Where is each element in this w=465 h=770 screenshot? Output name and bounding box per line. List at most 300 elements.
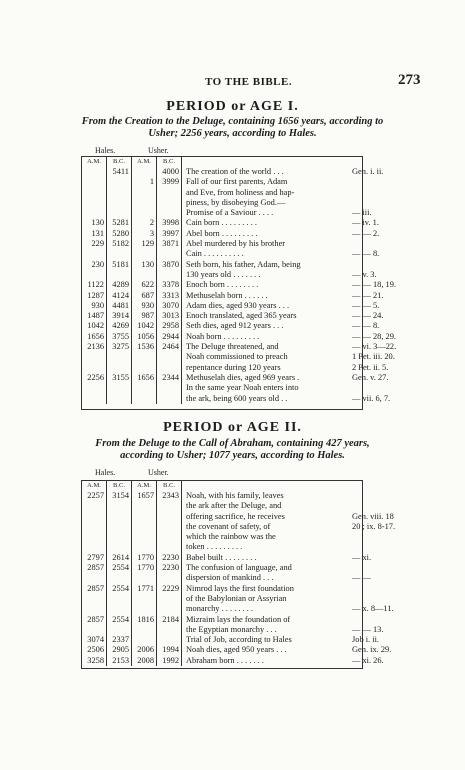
- event-cell: Cain . . . . . . . . . .: [186, 249, 244, 259]
- usher-bc-cell: [157, 542, 182, 552]
- usher-am-cell: [132, 188, 157, 198]
- usher-bc-cell: 2229: [157, 584, 182, 594]
- event-cell: Promise of a Saviour . . . .: [186, 208, 274, 218]
- event-cell: Mizraim lays the foundation of: [186, 614, 291, 624]
- hales-am-cell: 2857: [82, 563, 107, 573]
- table-row: [82, 553, 397, 563]
- usher-am-cell: [132, 573, 157, 583]
- event-cell: piness, by disobeying God.—: [186, 197, 286, 207]
- event-cell: Nimrod lays the first foundation: [186, 583, 294, 593]
- hales-am-cell: 2857: [82, 584, 107, 594]
- reference-cell: 1 Pet. iii. 20.: [352, 352, 395, 362]
- reference-cell: [346, 584, 397, 594]
- usher-bc-cell: [157, 573, 182, 583]
- table-row: [82, 260, 398, 270]
- usher-am-cell: [132, 522, 157, 532]
- usher-am-cell: 987: [132, 311, 157, 321]
- table-row: [82, 291, 398, 301]
- reference-cell: — — 5.: [352, 300, 380, 310]
- hales-bc-cell: [107, 177, 132, 187]
- usher-bc-cell: [157, 270, 182, 280]
- period-1-heading: [0, 99, 465, 140]
- event-cell: Seth born, his father, Adam, being: [186, 259, 301, 269]
- usher-am-cell: 1770: [132, 553, 157, 563]
- usher-am-cell: [132, 604, 157, 614]
- reference-cell: — iii.: [352, 208, 372, 218]
- reference-cell: [346, 532, 397, 542]
- usher-am-cell: [132, 625, 157, 635]
- usher-am-cell: [132, 394, 157, 404]
- reference-cell: Gen. ix. 29.: [352, 645, 392, 655]
- hales-am-cell: 1487: [82, 311, 107, 321]
- table-row: [82, 167, 398, 177]
- usher-am-cell: 1657: [132, 491, 157, 501]
- hales-bc-cell: 4289: [107, 280, 132, 290]
- hales-bc-cell: [107, 188, 132, 198]
- table-row: [82, 342, 398, 352]
- event-cell: Fall of our first parents, Adam: [186, 177, 288, 187]
- usher-bc-cell: 2184: [157, 615, 182, 625]
- hales-am-cell: 131: [82, 229, 107, 239]
- period-1-subtitle-1: From the Creation to the Deluge, containing 1656 years, according to: [81, 116, 384, 127]
- table-row: [82, 198, 398, 208]
- hales-am-cell: [82, 198, 107, 208]
- usher-am-cell: 1816: [132, 615, 157, 625]
- table-row: [82, 218, 398, 228]
- usher-am-cell: [132, 167, 157, 177]
- period-1-title: PERIOD or AGE I.: [166, 99, 299, 114]
- table-row: [82, 573, 397, 583]
- hales-am-cell: [82, 604, 107, 614]
- table-row: [82, 615, 397, 625]
- event-cell: Babel built . . . . . . . .: [186, 552, 257, 562]
- usher-bc-cell: [157, 249, 182, 259]
- event-cell: which the rainbow was the: [186, 532, 276, 542]
- usher-bc-cell: 2958: [157, 321, 182, 331]
- table-row: [82, 512, 397, 522]
- usher-am-cell: [132, 532, 157, 542]
- usher-bc-cell: 4000: [157, 167, 182, 177]
- table-row: [82, 584, 397, 594]
- usher-bc-cell: 3313: [157, 291, 182, 301]
- hales-bc-cell: [107, 352, 132, 362]
- hales-bc-cell: [107, 542, 132, 552]
- hales-bc-cell: 5281: [107, 218, 132, 228]
- event-cell: Cain born . . . . . . . . .: [186, 218, 257, 228]
- hales-am-cell: [82, 512, 107, 522]
- usher-am-cell: 1770: [132, 563, 157, 573]
- usher-am-cell: [132, 198, 157, 208]
- usher-am-cell: [132, 270, 157, 280]
- reference-cell: — xi.: [352, 552, 372, 562]
- header-bc: B.C.: [107, 481, 132, 491]
- hales-am-cell: 3258: [82, 656, 107, 666]
- usher-am-cell: 1: [132, 177, 157, 187]
- hales-am-cell: 230: [82, 260, 107, 270]
- hales-am-cell: 2136: [82, 342, 107, 352]
- hales-am-cell: 2257: [82, 491, 107, 501]
- usher-bc-cell: 3871: [157, 239, 182, 249]
- hales-am-cell: [82, 532, 107, 542]
- hales-am-cell: [82, 594, 107, 604]
- reference-cell: 2 Pet. ii. 5.: [352, 362, 389, 372]
- hales-bc-cell: 5182: [107, 239, 132, 249]
- period-2-heading: [0, 420, 465, 462]
- table-row: [82, 249, 398, 259]
- hales-bc-cell: [107, 625, 132, 635]
- usher-am-cell: [132, 512, 157, 522]
- table-header-row: [82, 157, 398, 167]
- hales-bc-cell: [107, 394, 132, 404]
- usher-bc-cell: [157, 363, 182, 373]
- reference-cell: [346, 542, 397, 552]
- hales-am-cell: [82, 177, 107, 187]
- table-row: [82, 625, 397, 635]
- event-cell: offering sacrifice, he receives: [186, 511, 285, 521]
- event-cell: Abel murdered by his brother: [186, 239, 286, 249]
- table-row: [82, 301, 398, 311]
- usher-am-cell: 622: [132, 280, 157, 290]
- reference-cell: [346, 594, 397, 604]
- header-bc: B.C.: [157, 157, 182, 167]
- table-row: [82, 311, 398, 321]
- hales-am-cell: [82, 270, 107, 280]
- event-cell: Methuselah dies, aged 969 years .: [186, 372, 300, 382]
- reference-cell: — xi. 26.: [352, 655, 384, 665]
- usher-am-cell: 130: [132, 260, 157, 270]
- hales-bc-cell: 2337: [107, 635, 132, 645]
- reference-cell: — — 8.: [352, 249, 380, 259]
- event-cell: Adam dies, aged 930 years . . .: [186, 300, 290, 310]
- hales-bc-cell: 3155: [107, 373, 132, 383]
- hales-bc-cell: [107, 383, 132, 393]
- usher-bc-cell: 3999: [157, 177, 182, 187]
- table-row: [82, 501, 397, 511]
- hales-am-cell: 1122: [82, 280, 107, 290]
- reference-cell: — iv. 1.: [352, 218, 379, 228]
- usher-bc-cell: [157, 532, 182, 542]
- event-cell: The Deluge threatened, and: [186, 342, 279, 352]
- usher-bc-cell: 2343: [157, 491, 182, 501]
- event-cell: 130 years old . . . . . . .: [186, 269, 261, 279]
- event-cell: the ark, being 600 years old . .: [186, 393, 288, 403]
- hales-am-cell: [82, 363, 107, 373]
- reference-cell: [346, 383, 398, 393]
- header-bc: B.C.: [157, 481, 182, 491]
- hales-bc-cell: [107, 501, 132, 511]
- usher-am-cell: [132, 594, 157, 604]
- usher-bc-cell: 3378: [157, 280, 182, 290]
- hales-bc-cell: [107, 512, 132, 522]
- hales-am-cell: [82, 383, 107, 393]
- hales-am-cell: [82, 522, 107, 532]
- header-am: A.M.: [132, 157, 157, 167]
- hales-bc-cell: [107, 363, 132, 373]
- hales-bc-cell: 5181: [107, 260, 132, 270]
- hales-bc-cell: [107, 522, 132, 532]
- usher-bc-cell: 1992: [157, 656, 182, 666]
- usher-am-cell: [132, 208, 157, 218]
- event-cell: of the Babylonian or Assyrian: [186, 593, 287, 603]
- hales-am-cell: 2506: [82, 645, 107, 655]
- hales-am-cell: [82, 501, 107, 511]
- reference-cell: — — 8.: [352, 321, 380, 331]
- reference-cell: — v. 3.: [352, 269, 377, 279]
- table-row: [82, 542, 397, 552]
- hales-bc-cell: [107, 208, 132, 218]
- usher-am-cell: 129: [132, 239, 157, 249]
- event-cell: Trial of Job, according to Hales: [186, 635, 292, 645]
- event-cell: token . . . . . . . . .: [186, 542, 243, 552]
- table-header-row: [82, 481, 397, 491]
- hales-bc-cell: 4481: [107, 301, 132, 311]
- reference-cell: [346, 198, 398, 208]
- hales-bc-cell: 4269: [107, 321, 132, 331]
- reference-cell: [346, 188, 398, 198]
- usher-bc-cell: [157, 625, 182, 635]
- reference-cell: [346, 615, 397, 625]
- usher-bc-cell: [157, 188, 182, 198]
- event-cell: Abraham born . . . . . . .: [186, 655, 264, 665]
- usher-am-cell: 3: [132, 229, 157, 239]
- table-row: [82, 280, 398, 290]
- table-row: [82, 604, 397, 614]
- table-row: [82, 332, 398, 342]
- header-bc: B.C.: [107, 157, 132, 167]
- reference-cell: 20 ; ix. 8-17.: [352, 521, 396, 531]
- hales-bc-cell: 3275: [107, 342, 132, 352]
- usher-bc-cell: [157, 635, 182, 645]
- table-row: [82, 229, 398, 239]
- hales-bc-cell: [107, 198, 132, 208]
- reference-cell: Job i. ii.: [352, 635, 379, 645]
- hales-column-label: Hales.: [95, 468, 116, 477]
- hales-bc-cell: [107, 573, 132, 583]
- reference-cell: Gen. viii. 18: [352, 511, 394, 521]
- hales-bc-cell: [107, 532, 132, 542]
- reference-cell: — vii. 6, 7.: [352, 393, 391, 403]
- hales-am-cell: [82, 167, 107, 177]
- table-row: [82, 352, 398, 362]
- table-row: [82, 373, 398, 383]
- usher-am-cell: [132, 501, 157, 511]
- reference-cell: — — 2.: [352, 228, 380, 238]
- table-row: [82, 383, 398, 393]
- reference-cell: — —: [352, 573, 371, 583]
- table-row: [82, 563, 397, 573]
- table-row: [82, 594, 397, 604]
- period-2-subtitle-2: according to Usher; 1077 years, according to Hales.: [120, 450, 345, 461]
- reference-cell: — — 18, 19.: [352, 280, 396, 290]
- event-cell: Abel born . . . . . . . . .: [186, 228, 258, 238]
- event-cell: the covenant of safety, of: [186, 521, 271, 531]
- running-title: TO THE BIBLE.: [205, 76, 293, 88]
- event-cell: Enoch translated, aged 365 years: [186, 311, 297, 321]
- hales-bc-cell: [107, 249, 132, 259]
- usher-bc-cell: [157, 512, 182, 522]
- usher-bc-cell: [157, 198, 182, 208]
- hales-bc-cell: 3154: [107, 491, 132, 501]
- hales-am-cell: 1287: [82, 291, 107, 301]
- hales-am-cell: [82, 352, 107, 362]
- usher-am-cell: 2: [132, 218, 157, 228]
- hales-bc-cell: 5280: [107, 229, 132, 239]
- event-cell: monarchy . . . . . . . .: [186, 604, 253, 614]
- usher-bc-cell: 2944: [157, 332, 182, 342]
- usher-bc-cell: [157, 604, 182, 614]
- usher-column-label: Usher.: [148, 146, 169, 155]
- reference-cell: — — 24.: [352, 311, 384, 321]
- period-2-title: PERIOD or AGE II.: [163, 420, 302, 435]
- usher-am-cell: 1536: [132, 342, 157, 352]
- period-1-subtitle-2: Usher; 2256 years, according to Hales.: [148, 128, 317, 139]
- hales-am-cell: 229: [82, 239, 107, 249]
- hales-am-cell: 1042: [82, 321, 107, 331]
- table-row: [82, 645, 397, 655]
- usher-am-cell: [132, 249, 157, 259]
- hales-am-cell: 130: [82, 218, 107, 228]
- usher-bc-cell: 1994: [157, 645, 182, 655]
- usher-am-cell: 1042: [132, 321, 157, 331]
- hales-am-cell: 930: [82, 301, 107, 311]
- usher-bc-cell: [157, 208, 182, 218]
- table-row: [82, 363, 398, 373]
- usher-bc-cell: 3070: [157, 301, 182, 311]
- hales-bc-cell: [107, 594, 132, 604]
- table-row: [82, 532, 397, 542]
- reference-cell: — — 28, 29.: [352, 331, 396, 341]
- table-row: [82, 208, 398, 218]
- usher-bc-cell: [157, 394, 182, 404]
- header-am: A.M.: [82, 481, 107, 491]
- table-row: [82, 321, 398, 331]
- header-am: A.M.: [132, 481, 157, 491]
- event-cell: Methuselah born . . . . . .: [186, 290, 268, 300]
- event-cell: Seth dies, aged 912 years . . .: [186, 321, 284, 331]
- event-cell: Noah commissioned to preach: [186, 352, 288, 362]
- hales-am-cell: [82, 249, 107, 259]
- usher-bc-cell: 3870: [157, 260, 182, 270]
- table-row: [82, 394, 398, 404]
- hales-am-cell: [82, 625, 107, 635]
- event-cell: The creation of the world . . .: [186, 167, 284, 176]
- usher-column-label: Usher.: [148, 468, 169, 477]
- event-cell: In the same year Noah enters into: [186, 383, 299, 393]
- usher-am-cell: [132, 383, 157, 393]
- usher-bc-cell: [157, 383, 182, 393]
- usher-bc-cell: 2230: [157, 563, 182, 573]
- event-cell: dispersion of mankind . . .: [186, 573, 274, 583]
- usher-am-cell: 930: [132, 301, 157, 311]
- event-cell: the ark after the Deluge, and: [186, 501, 282, 511]
- reference-cell: Gen. i. ii.: [352, 167, 384, 176]
- hales-column-label: Hales.: [95, 146, 116, 155]
- hales-bc-cell: 4124: [107, 291, 132, 301]
- table-row: [82, 635, 397, 645]
- event-cell: The confusion of language, and: [186, 563, 292, 573]
- usher-am-cell: 1656: [132, 373, 157, 383]
- usher-bc-cell: [157, 352, 182, 362]
- usher-bc-cell: [157, 522, 182, 532]
- hales-am-cell: 2797: [82, 553, 107, 563]
- table-row: [82, 270, 398, 280]
- event-cell: Noah dies, aged 950 years . . .: [186, 645, 287, 655]
- event-cell: Noah, with his family, leaves: [186, 491, 284, 500]
- table-row: [82, 239, 398, 249]
- reference-cell: [346, 177, 398, 187]
- usher-bc-cell: [157, 594, 182, 604]
- usher-am-cell: [132, 542, 157, 552]
- table-row: [82, 188, 398, 198]
- reference-cell: Gen. v. 27.: [352, 372, 389, 382]
- page-number: 273: [398, 72, 421, 88]
- hales-bc-cell: [107, 270, 132, 280]
- usher-bc-cell: 3013: [157, 311, 182, 321]
- hales-am-cell: [82, 394, 107, 404]
- reference-cell: [346, 501, 397, 511]
- hales-am-cell: [82, 573, 107, 583]
- usher-am-cell: 687: [132, 291, 157, 301]
- table-row: [82, 522, 397, 532]
- hales-bc-cell: 2614: [107, 553, 132, 563]
- period-2-table: [82, 481, 398, 666]
- hales-bc-cell: 2554: [107, 615, 132, 625]
- usher-am-cell: 1771: [132, 584, 157, 594]
- usher-bc-cell: 2344: [157, 373, 182, 383]
- table-row: [82, 177, 398, 187]
- hales-am-cell: [82, 208, 107, 218]
- hales-bc-cell: 5411: [107, 167, 132, 177]
- event-cell: Noah born . . . . . . . . .: [186, 331, 260, 341]
- usher-bc-cell: 3997: [157, 229, 182, 239]
- reference-cell: [346, 563, 397, 573]
- period-2-subtitle-1: From the Deluge to the Call of Abraham, containing 427 years,: [95, 438, 370, 449]
- period-1-table: [82, 157, 399, 404]
- hales-am-cell: 2256: [82, 373, 107, 383]
- reference-cell: [346, 491, 397, 501]
- table-row: [82, 491, 397, 501]
- hales-am-cell: 2857: [82, 615, 107, 625]
- event-cell: repentance during 120 years: [186, 362, 281, 372]
- reference-cell: — vi. 3—22.: [352, 342, 397, 352]
- hales-bc-cell: [107, 604, 132, 614]
- usher-bc-cell: 2230: [157, 553, 182, 563]
- reference-cell: — — 13.: [352, 624, 384, 634]
- usher-bc-cell: [157, 501, 182, 511]
- hales-am-cell: [82, 542, 107, 552]
- usher-am-cell: 2006: [132, 645, 157, 655]
- hales-bc-cell: 3755: [107, 332, 132, 342]
- reference-cell: [346, 260, 398, 270]
- usher-bc-cell: 2464: [157, 342, 182, 352]
- hales-am-cell: 1656: [82, 332, 107, 342]
- reference-cell: — x. 8—11.: [352, 604, 394, 614]
- hales-am-cell: [82, 188, 107, 198]
- usher-am-cell: 2008: [132, 656, 157, 666]
- reference-cell: [346, 239, 398, 249]
- hales-bc-cell: 2554: [107, 584, 132, 594]
- hales-am-cell: 3074: [82, 635, 107, 645]
- usher-am-cell: [132, 363, 157, 373]
- usher-am-cell: [132, 352, 157, 362]
- header-am: A.M.: [82, 157, 107, 167]
- event-cell: and Eve, from holiness and hap-: [186, 187, 295, 197]
- hales-bc-cell: 2153: [107, 656, 132, 666]
- usher-am-cell: [132, 635, 157, 645]
- hales-bc-cell: 3914: [107, 311, 132, 321]
- reference-cell: — — 21.: [352, 290, 384, 300]
- event-cell: Enoch born . . . . . . . .: [186, 280, 259, 290]
